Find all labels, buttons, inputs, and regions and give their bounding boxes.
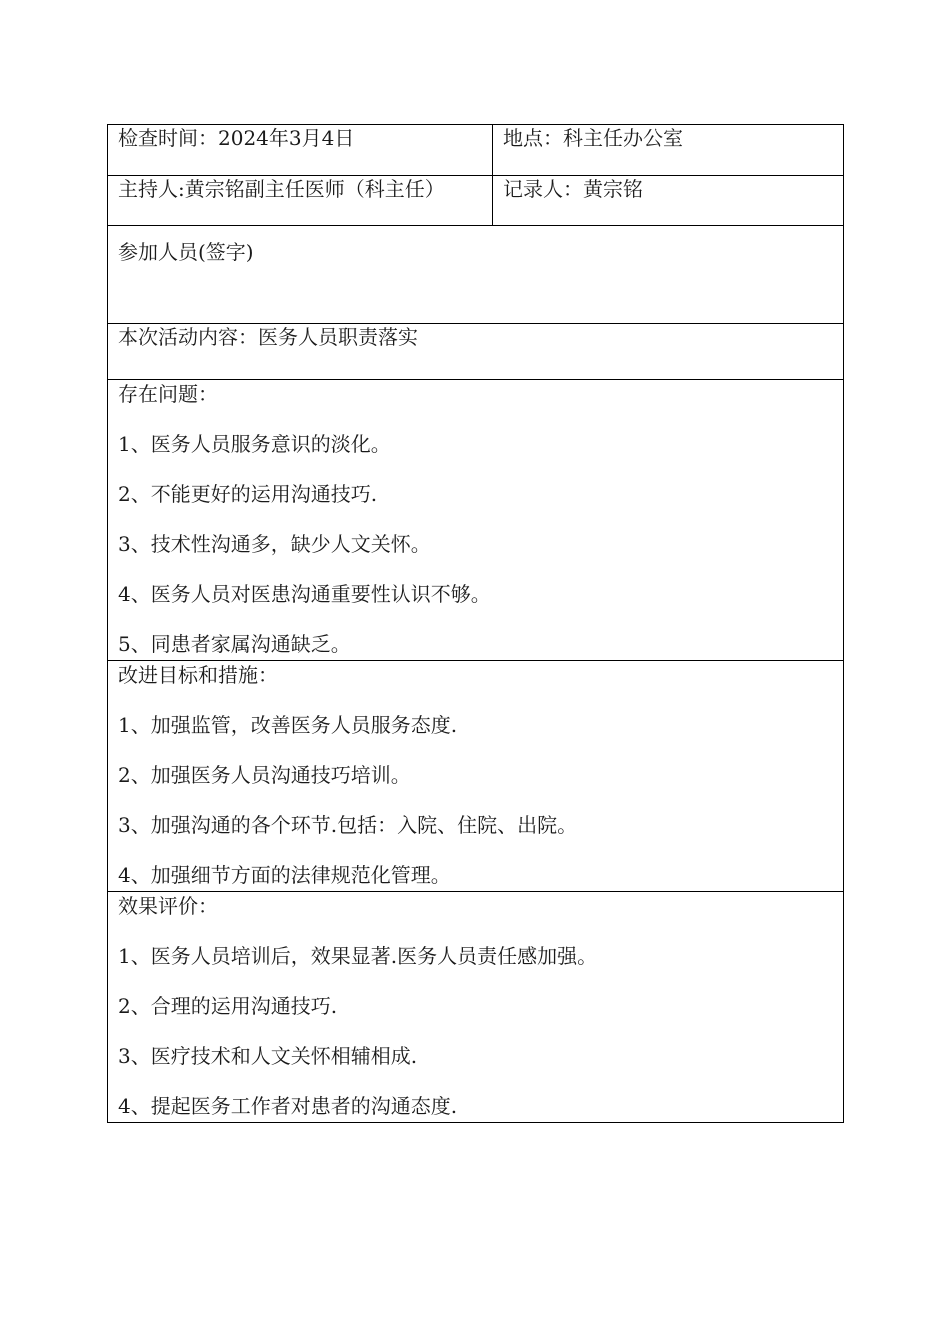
evaluation-item: 3、医疗技术和人文关怀相辅相成.: [118, 1044, 418, 1068]
problem-item: 4、医务人员对医患沟通重要性认识不够。: [118, 582, 491, 606]
table-row: [108, 125, 844, 176]
attendees-cell: [108, 226, 844, 324]
table-row: [108, 892, 844, 1123]
evaluation-item: 1、医务人员培训后，效果显著.医务人员责任感加强。: [118, 944, 598, 968]
table-row: [108, 661, 844, 892]
evaluation-item: 4、提起医务工作者对患者的沟通态度.: [118, 1094, 458, 1118]
measure-item: 4、加强细节方面的法律规范化管理。: [118, 863, 451, 887]
table-row: [108, 226, 844, 324]
table-row: [108, 380, 844, 661]
table-row: [108, 176, 844, 226]
problem-item: 2、不能更好的运用沟通技巧.: [118, 482, 378, 506]
measures-title: 改进目标和措施：: [118, 663, 278, 687]
location-cell: 地点：科主任办公室: [493, 125, 844, 176]
evaluation-title: 效果评价：: [118, 894, 218, 918]
table-row: [108, 324, 844, 380]
evaluation-cell: [108, 892, 844, 1123]
measures-cell: [108, 661, 844, 892]
check-time-cell: 检查时间：2024年3月4日: [108, 125, 493, 176]
recorder-cell: 记录人：黄宗铭: [493, 176, 844, 226]
problem-item: 5、同患者家属沟通缺乏。: [118, 632, 351, 656]
host-cell: 主持人:黄宗铭副主任医师（科主任）: [108, 176, 493, 226]
problem-item: 1、医务人员服务意识的淡化。: [118, 432, 391, 456]
problem-item: 3、技术性沟通多，缺少人文关怀。: [118, 532, 431, 556]
evaluation-item: 2、合理的运用沟通技巧.: [118, 994, 338, 1018]
problems-cell: [108, 380, 844, 661]
measure-item: 2、加强医务人员沟通技巧培训。: [118, 763, 411, 787]
activity-record-table: [107, 124, 844, 1123]
measure-item: 3、加强沟通的各个环节.包括：入院、住院、出院。: [118, 813, 578, 837]
activity-content-cell: 本次活动内容：医务人员职责落实: [108, 324, 844, 380]
attendees-label: 参加人员(签字): [118, 240, 254, 264]
measure-item: 1、加强监管，改善医务人员服务态度.: [118, 713, 458, 737]
problems-title: 存在问题：: [118, 382, 218, 406]
